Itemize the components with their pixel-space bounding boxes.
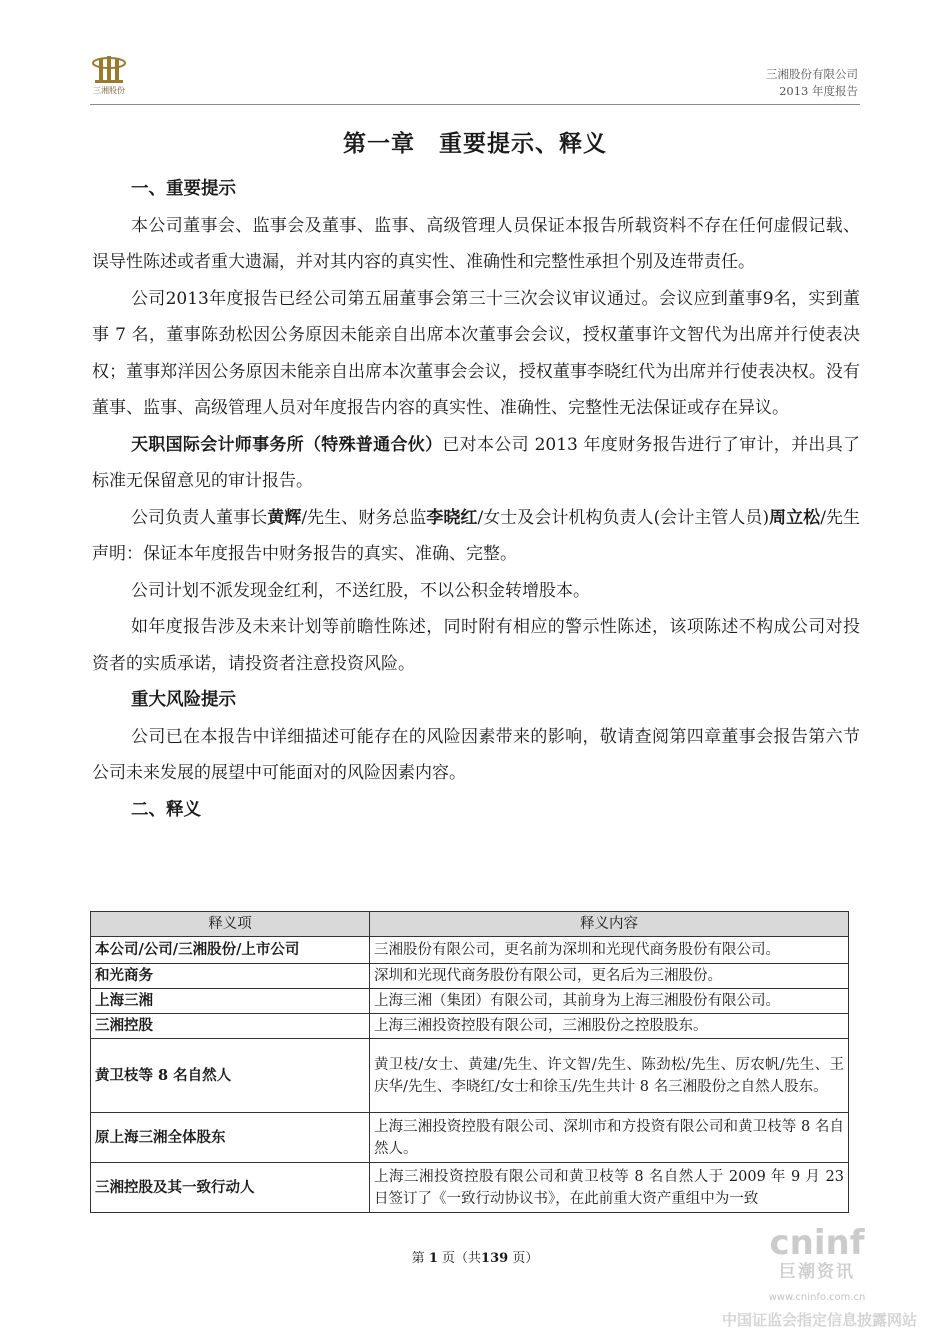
company-logo <box>86 54 132 96</box>
table-row <box>91 1014 849 1039</box>
table-row <box>91 1163 849 1213</box>
table-row <box>91 964 849 989</box>
declaration-text: 公司负责人董事长 <box>131 507 268 528</box>
audit-text: 已对本公司 2013 年度财务报告进行了审计，并出具了标准无保留意见的审计报告。 <box>92 434 861 491</box>
chapter-title <box>0 125 950 158</box>
paragraph-forward-looking: 如年度报告涉及未来计划等前瞻性陈述，同时附有相应的警示性陈述，该项陈述不构成公司对投资者的实质承诺，请投资者注意投资风险。 <box>92 617 860 674</box>
paragraph-risk: 公司已在本报告中详细描述可能存在的风险因素带来的影响，敬请查阅第四章董事会报告第六节公司未来发展的展望中可能面对的风险因素内容。 <box>92 726 860 783</box>
watermark-authority: 中国证监会指定信息披露网站 <box>722 1311 918 1329</box>
chairman-name: 黄辉 <box>267 507 302 528</box>
table-cell-definition: 深圳和光现代商务股份有限公司，更名后为三湘股份。 <box>370 964 849 989</box>
paragraph-declaration <box>92 500 860 573</box>
table-cell-term: 三湘控股及其一致行动人 <box>91 1163 370 1213</box>
table-header-definition: 释义内容 <box>370 912 849 937</box>
table-row <box>91 1113 849 1163</box>
page-number-middle: 页（共 <box>442 1251 482 1266</box>
accounting-head-name: 周立松 <box>769 507 821 528</box>
page-content <box>92 171 860 828</box>
declaration-text: /先生声明：保证本年度报告中财务报告的真实、准确、完整。 <box>92 507 861 564</box>
risk-heading: 重大风险提示 <box>131 690 236 710</box>
table-cell-term: 上海三湘 <box>91 989 370 1014</box>
definitions-table <box>90 911 849 1213</box>
header-company: 三湘股份有限公司 <box>766 67 858 81</box>
paragraph-audit <box>92 427 860 500</box>
running-header <box>766 66 858 100</box>
table-header-row <box>91 912 849 937</box>
watermark-url: www.cninfo.com.cn <box>768 1292 866 1303</box>
header-divider <box>90 104 860 105</box>
chapter-name: 重要提示、释义 <box>439 130 607 157</box>
table-cell-definition: 上海三湘投资控股有限公司，三湘股份之控股股东。 <box>370 1014 849 1039</box>
section-heading-important: 一、重要提示 <box>131 179 236 199</box>
declaration-text: /先生、财务总监 <box>301 507 427 528</box>
company-logo-icon <box>90 54 128 84</box>
cfo-name: 李晓红 <box>426 507 478 528</box>
paragraph-dividend: 公司计划不派发现金红利，不送红股，不以公积金转增股本。 <box>131 580 590 601</box>
auditor-name: 天职国际会计师事务所（特殊普通合伙） <box>131 434 443 455</box>
table-header-term: 释义项 <box>91 912 370 937</box>
paragraph-board-meeting: 公司2013年度报告已经公司第五届董事会第三十三次会议审议通过。会议应到董事9名，实到董事 7 名，董事陈劲松因公务原因未能亲自出席本次董事会会议，授权董事许文智代为出席并行使表决权；董事郑洋因公务原因未能亲自出席本次董事会会议，授权董事李晓红代为出席并行使表决权。没有董事、监事、高级管理人员对年度报告内容的真实性、准确性、完整性无法保证或存在异议。 <box>92 288 860 418</box>
table-cell-definition: 上海三湘投资控股有限公司、深圳市和方投资有限公司和黄卫枝等 8 名自然人。 <box>370 1113 849 1163</box>
current-page: 1 <box>428 1251 438 1266</box>
table-cell-term: 和光商务 <box>91 964 370 989</box>
page-number-suffix: 页） <box>512 1251 539 1266</box>
table-row <box>91 937 849 964</box>
cninfo-watermark <box>722 1223 918 1330</box>
table-row <box>91 989 849 1014</box>
chapter-number: 第一章 <box>343 130 415 157</box>
table-row <box>91 1039 849 1113</box>
header-report: 2013 年度报告 <box>779 84 858 98</box>
declaration-text: /女士及会计机构负责人(会计主管人员) <box>477 507 770 528</box>
table-cell-definition: 上海三湘（集团）有限公司，其前身为上海三湘股份有限公司。 <box>370 989 849 1014</box>
table-cell-term: 本公司/公司/三湘股份/上市公司 <box>91 937 370 964</box>
table-cell-definition: 黄卫枝/女士、黄建/先生、许文智/先生、陈劲松/先生、厉农帆/先生、王庆华/先生、李晓红/女士和徐玉/先生共计 8 名三湘股份之自然人股东。 <box>370 1039 849 1113</box>
section-heading-definitions: 二、释义 <box>131 799 201 820</box>
table-cell-term: 黄卫枝等 8 名自然人 <box>91 1039 370 1113</box>
table-cell-definition: 上海三湘投资控股有限公司和黄卫枝等 8 名自然人于 2009 年 9 月 23 日签订了《一致行动协议书》，在此前重大资产重组中为一致 <box>370 1163 849 1213</box>
total-pages: 139 <box>481 1251 509 1266</box>
table-cell-term: 三湘控股 <box>91 1014 370 1039</box>
paragraph-guarantee: 本公司董事会、监事会及董事、监事、高级管理人员保证本报告所载资料不存在任何虚假记载、误导性陈述或者重大遗漏，并对其内容的真实性、准确性和完整性承担个别及连带责任。 <box>92 215 860 272</box>
watermark-logo: cninf <box>769 1223 865 1263</box>
table-cell-term: 原上海三湘全体股东 <box>91 1113 370 1163</box>
table-cell-definition: 三湘股份有限公司，更名前为深圳和光现代商务股份有限公司。 <box>370 937 849 964</box>
logo-text: 三湘股份 <box>93 86 125 95</box>
watermark-name: 巨潮资讯 <box>779 1262 855 1282</box>
page-number-prefix: 第 <box>411 1251 425 1266</box>
